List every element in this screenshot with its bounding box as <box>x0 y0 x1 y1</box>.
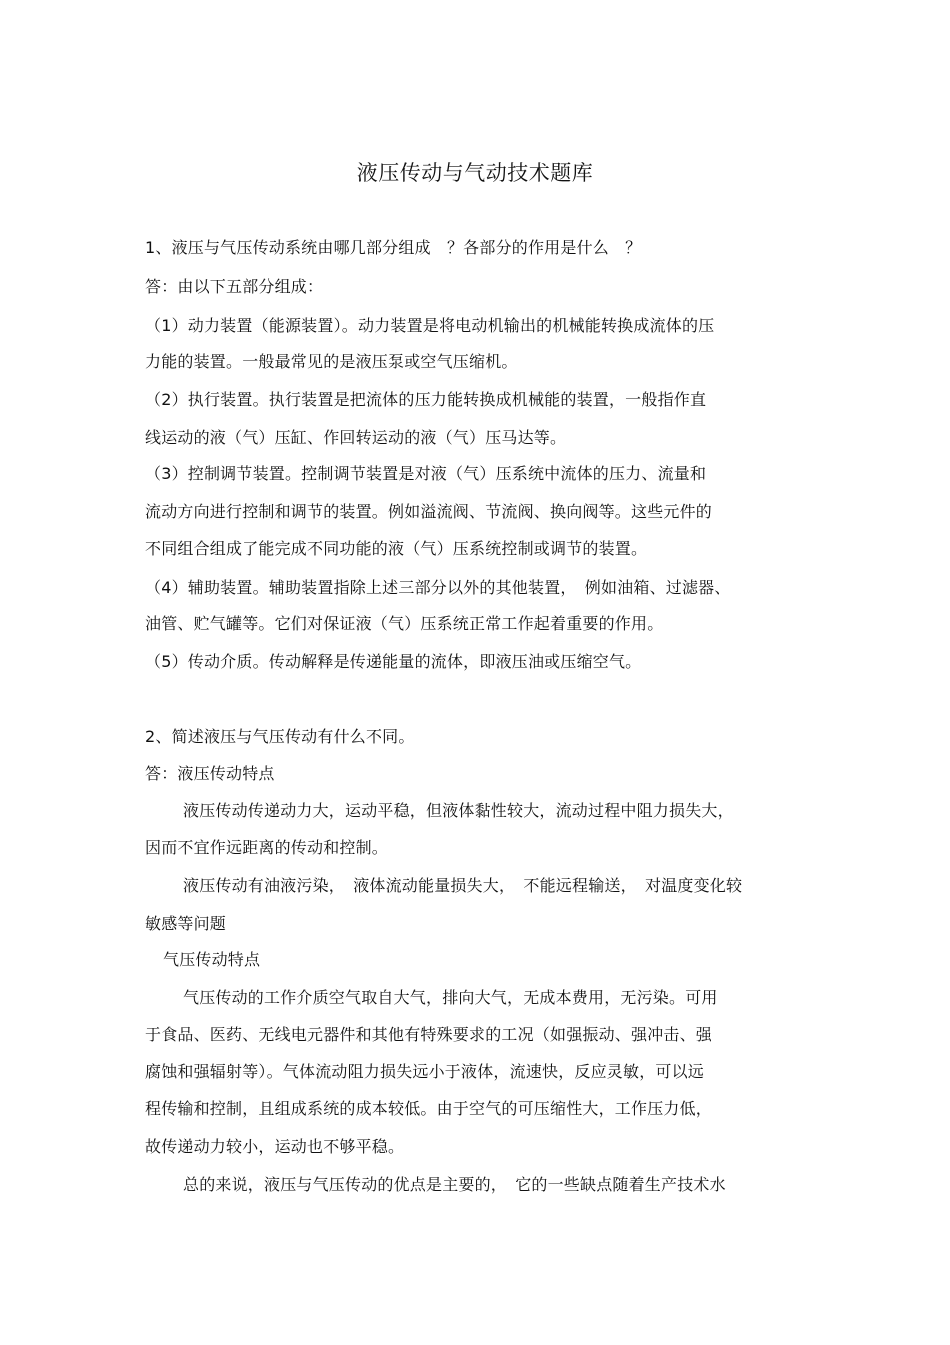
answer-1-line: 力能的装置。一般最常见的是液压泵或空气压缩机。 <box>145 352 518 371</box>
answer-1-intro: 答：由以下五部分组成： <box>145 277 324 296</box>
answer-1-line: （4）辅助装置。辅助装置指除上述三部分以外的其他装置， 例如油箱、过滤器、 <box>145 578 731 597</box>
answer-2-line: 液压传动传递动力大，运动平稳，但液体黏性较大，流动过程中阻力损失大， <box>183 801 734 820</box>
answer-1-line: 流动方向进行控制和调节的装置。例如溢流阀、节流阀、换向阀等。这些元件的 <box>145 502 713 521</box>
document-title: 液压传动与气动技术题库 <box>356 161 594 185</box>
answer-2-line: 程传输和控制，且组成系统的成本较低。由于空气的可压缩性大，工作压力低， <box>145 1099 713 1118</box>
question-1: 1、液压与气压传动系统由哪几部分组成 ？各部分的作用是什么 ？ <box>145 238 642 257</box>
answer-2-line: 总的来说，液压与气压传动的优点是主要的， 它的一些缺点随着生产技术水 <box>183 1175 726 1194</box>
question-2: 2、简述液压与气压传动有什么不同。 <box>145 727 415 746</box>
answer-2-line: 于食品、医药、无线电元器件和其他有特殊要求的工况（如强振动、强冲击、强 <box>145 1025 713 1044</box>
answer-1-line: （3）控制调节装置。控制调节装置是对液（气）压系统中流体的压力、流量和 <box>145 464 707 483</box>
answer-1-line: 不同组合组成了能完成不同功能的液（气）压系统控制或调节的装置。 <box>145 539 648 558</box>
answer-1-line: （5）传动介质。传动解释是传递能量的流体，即液压油或压缩空气。 <box>145 652 642 671</box>
answer-1-line: （1）动力装置（能源装置）。动力装置是将电动机输出的机械能转换成流体的压 <box>145 316 715 335</box>
answer-2-line: 因而不宜作远距离的传动和控制。 <box>145 838 389 857</box>
answer-2-line: 液压传动有油液污染， 液体流动能量损失大， 不能远程输送， 对温度变化较 <box>183 876 743 895</box>
answer-2-line: 故传递动力较小，运动也不够平稳。 <box>145 1137 405 1156</box>
answer-1-line: 线运动的液（气）压缸、作回转运动的液（气）压马达等。 <box>145 428 567 447</box>
answer-1-line: （2）执行装置。执行装置是把流体的压力能转换成机械能的装置，一般指作直 <box>145 390 707 409</box>
answer-2-line: 敏感等问题 <box>145 914 227 933</box>
answer-1-line: 油管、贮气罐等。它们对保证液（气）压系统正常工作起着重要的作用。 <box>145 614 664 633</box>
answer-2-subheading: 气压传动特点 <box>163 950 261 969</box>
answer-2-line: 气压传动的工作介质空气取自大气，排向大气，无成本费用，无污染。可用 <box>183 988 718 1007</box>
answer-2-heading: 答：液压传动特点 <box>145 764 275 783</box>
answer-2-line: 腐蚀和强辐射等）。气体流动阻力损失远小于液体，流速快，反应灵敏，可以远 <box>145 1062 705 1081</box>
